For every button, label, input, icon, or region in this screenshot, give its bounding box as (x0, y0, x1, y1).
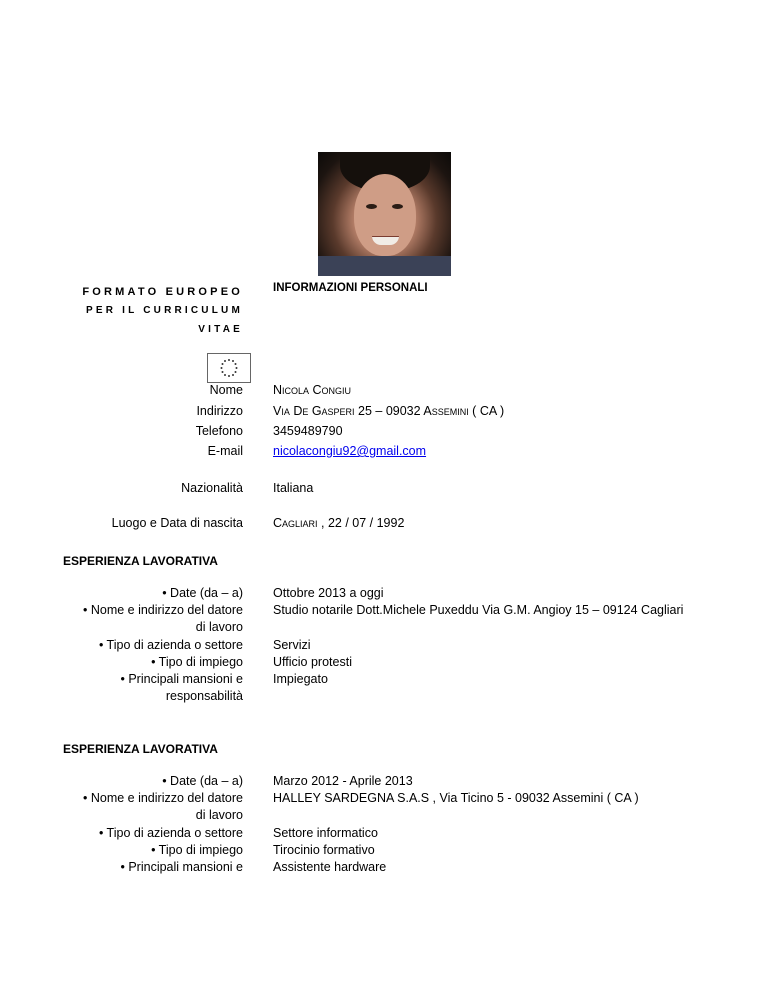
cv-title-line3: VITAE (198, 324, 243, 335)
value-nazionalita: Italiana (273, 481, 314, 495)
exp2-label-impiego: • Tipo di impiego (151, 843, 243, 857)
exp2-value-datore: HALLEY SARDEGNA S.A.S , Via Ticino 5 - 09032 Assemini ( CA ) (273, 791, 639, 805)
label-nascita: Luogo e Data di nascita (111, 516, 243, 530)
label-indirizzo: Indirizzo (196, 404, 243, 418)
label-nazionalita: Nazionalità (181, 481, 243, 495)
section-personal-info: INFORMAZIONI PERSONALI (273, 282, 428, 294)
value-indirizzo: Via De Gasperi 25 – 09032 Assemini ( CA ) (273, 404, 505, 418)
exp1-value-date: Ottobre 2013 a oggi (273, 586, 384, 600)
exp1-value-impiego: Ufficio protesti (273, 655, 352, 669)
exp1-label-mansioni-2: responsabilità (165, 689, 243, 703)
exp1-value-datore: Studio notarile Dott.Michele Puxeddu Via G.M. Angioy 15 – 09124 Cagliari (273, 603, 684, 617)
exp2-value-date: Marzo 2012 - Aprile 2013 (273, 774, 413, 788)
exp2-value-settore: Settore informatico (273, 826, 378, 840)
value-nascita: Cagliari , 22 / 07 / 1992 (273, 516, 405, 530)
profile-photo (318, 152, 451, 276)
exp1-label-datore-2: di lavoro (195, 620, 243, 634)
exp1-label-date: • Date (da – a) (162, 586, 243, 600)
cv-title-line1: FORMATO EUROPEO (82, 286, 243, 298)
exp1-label-settore: • Tipo di azienda o settore (98, 638, 243, 652)
exp2-value-impiego: Tirocinio formativo (273, 843, 375, 857)
label-nome: Nome (209, 383, 243, 397)
label-telefono: Telefono (195, 424, 243, 438)
exp2-label-mansioni: • Principali mansioni e (120, 860, 243, 874)
exp1-value-settore: Servizi (273, 638, 311, 652)
value-nome: Nicola Congiu (273, 383, 352, 397)
exp1-value-mansioni: Impiegato (273, 672, 328, 686)
eu-flag-icon (207, 353, 251, 383)
exp2-label-settore: • Tipo di azienda o settore (98, 826, 243, 840)
exp1-label-impiego: • Tipo di impiego (151, 655, 243, 669)
label-email: E-mail (207, 444, 243, 458)
section-experience-2: ESPERIENZA LAVORATIVA (63, 742, 218, 756)
cv-title-line2: PER IL CURRICULUM (86, 305, 243, 316)
exp1-label-datore: • Nome e indirizzo del datore (82, 603, 243, 617)
exp2-label-datore-2: di lavoro (195, 808, 243, 822)
value-telefono: 3459489790 (273, 424, 343, 438)
section-experience-1: ESPERIENZA LAVORATIVA (63, 554, 218, 568)
email-link[interactable]: nicolacongiu92@gmail.com (273, 444, 427, 458)
exp2-label-datore: • Nome e indirizzo del datore (82, 791, 243, 805)
exp1-label-mansioni: • Principali mansioni e (120, 672, 243, 686)
exp2-value-mansioni: Assistente hardware (273, 860, 387, 874)
exp2-label-date: • Date (da – a) (162, 774, 243, 788)
